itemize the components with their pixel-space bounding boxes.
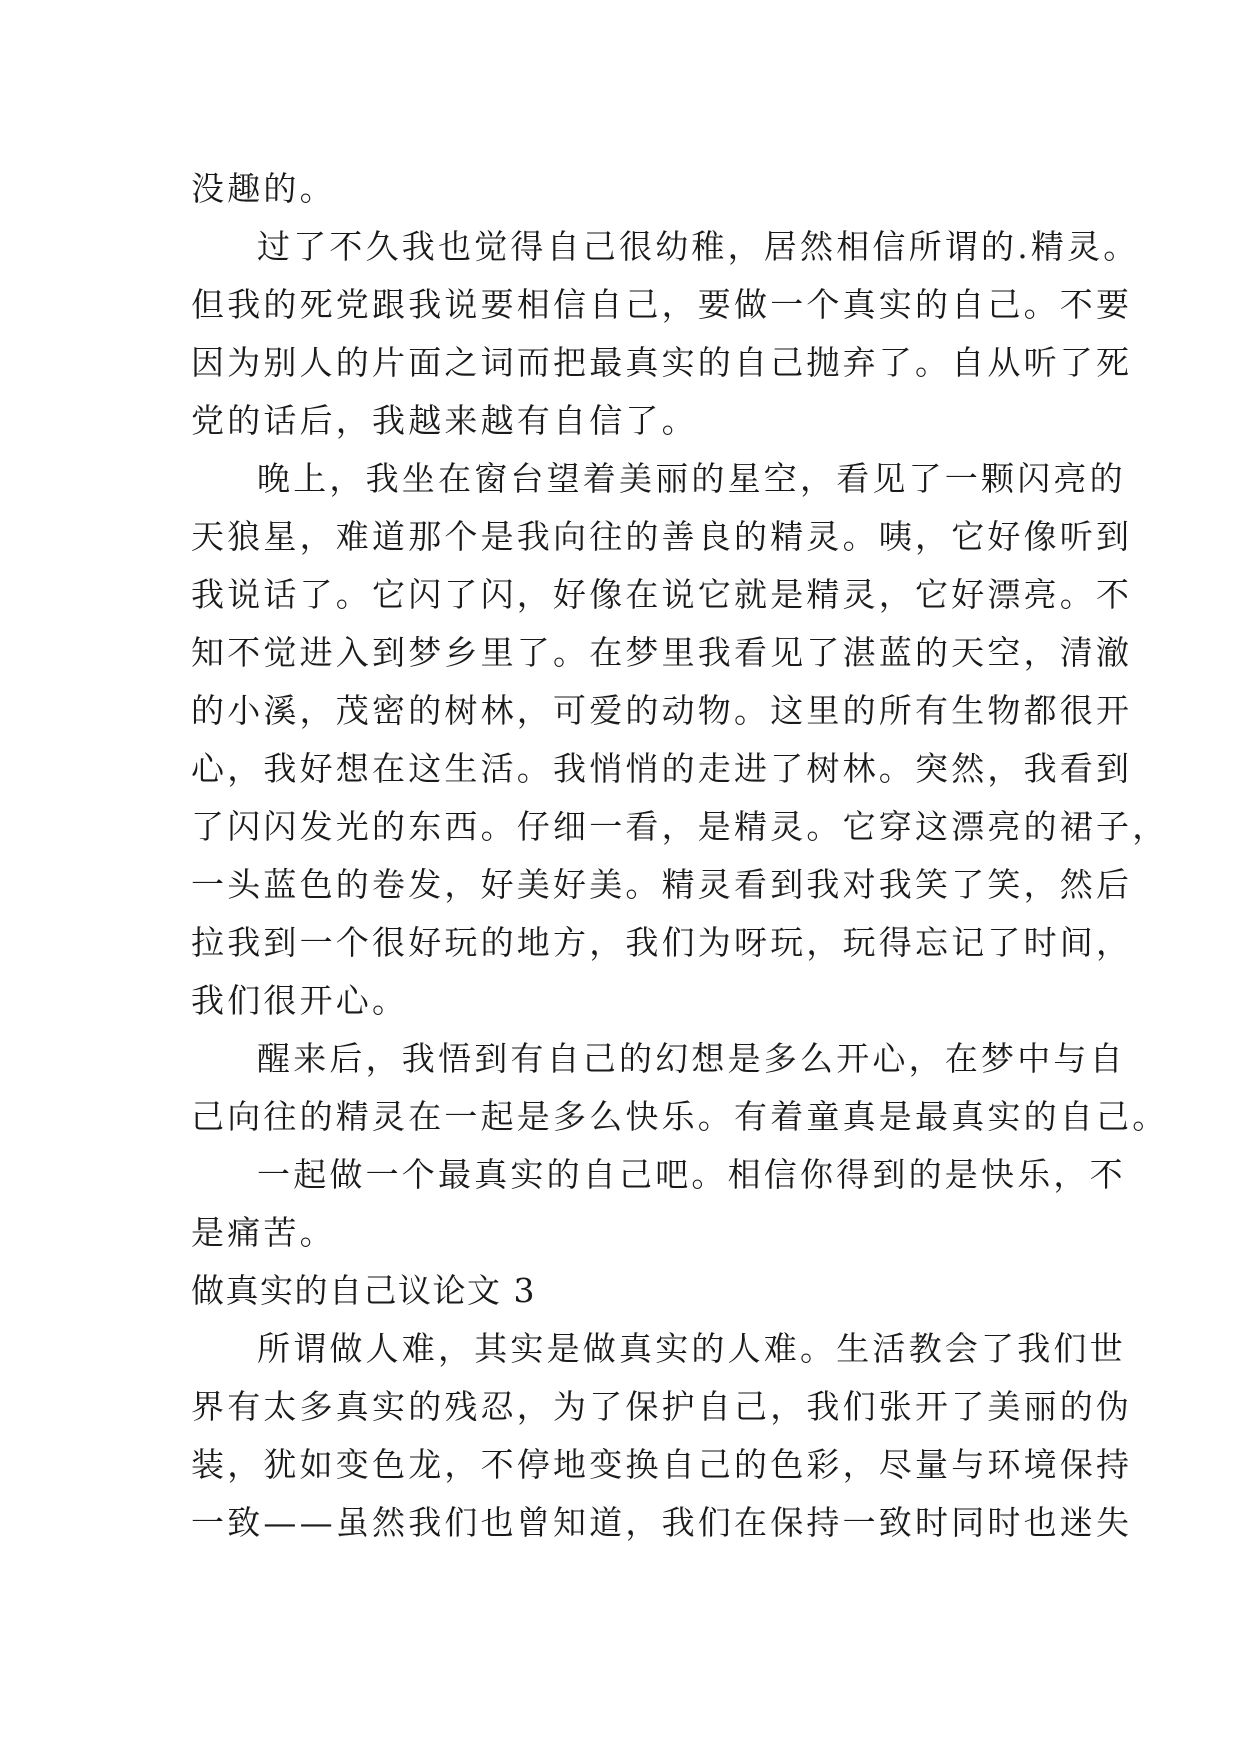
text-line: 我说话了。它闪了闪，好像在说它就是精灵，它好漂亮。不 [191, 575, 1133, 614]
text-line: 界有太多真实的残忍，为了保护自己，我们张开了美丽的伪 [191, 1387, 1133, 1426]
text-line: 天狼星，难道那个是我向往的善良的精灵。咦，它好像听到 [191, 517, 1133, 556]
text-line: 的小溪，茂密的树林，可爱的动物。这里的所有生物都很开 [191, 691, 1133, 730]
section-heading: 做真实的自己议论文 3 [191, 1271, 536, 1310]
paragraph-start-line: 晚上，我坐在窗台望着美丽的星空，看见了一颗闪亮的 [257, 459, 1126, 498]
text-line: 但我的死党跟我说要相信自己，要做一个真实的自己。不要 [191, 285, 1133, 324]
text-line: 一致——虽然我们也曾知道，我们在保持一致时同时也迷失 [191, 1503, 1133, 1542]
text-line: 知不觉进入到梦乡里了。在梦里我看见了湛蓝的天空，清澈 [191, 633, 1133, 672]
text-line: 党的话后，我越来越有自信了。 [191, 401, 698, 440]
paragraph-start-line: 一起做一个最真实的自己吧。相信你得到的是快乐，不 [257, 1155, 1126, 1194]
paragraph-start-line: 醒来后，我悟到有自己的幻想是多么开心，在梦中与自 [257, 1039, 1126, 1078]
text-line: 没趣的。 [191, 169, 336, 208]
text-line: 我们很开心。 [191, 981, 409, 1020]
text-line: 了闪闪发光的东西。仔细一看，是精灵。它穿这漂亮的裙子， [191, 807, 1169, 846]
text-line: 是痛苦。 [191, 1213, 336, 1252]
text-line: 装，犹如变色龙，不停地变换自己的色彩，尽量与环境保持 [191, 1445, 1133, 1484]
text-line: 因为别人的片面之词而把最真实的自己抛弃了。自从听了死 [191, 343, 1133, 382]
text-line: 心，我好想在这生活。我悄悄的走进了树林。突然，我看到 [191, 749, 1133, 788]
text-line: 一头蓝色的卷发，好美好美。精灵看到我对我笑了笑，然后 [191, 865, 1133, 904]
paragraph-start-line: 所谓做人难，其实是做真实的人难。生活教会了我们世 [257, 1329, 1126, 1368]
text-line: 拉我到一个很好玩的地方，我们为呀玩，玩得忘记了时间， [191, 923, 1133, 962]
essay-text [191, 160, 1169, 1552]
paragraph-start-line: 过了不久我也觉得自己很幼稚，居然相信所谓的.精灵。 [257, 227, 1140, 266]
text-line: 己向往的精灵在一起是多么快乐。有着童真是最真实的自己。 [191, 1097, 1169, 1136]
